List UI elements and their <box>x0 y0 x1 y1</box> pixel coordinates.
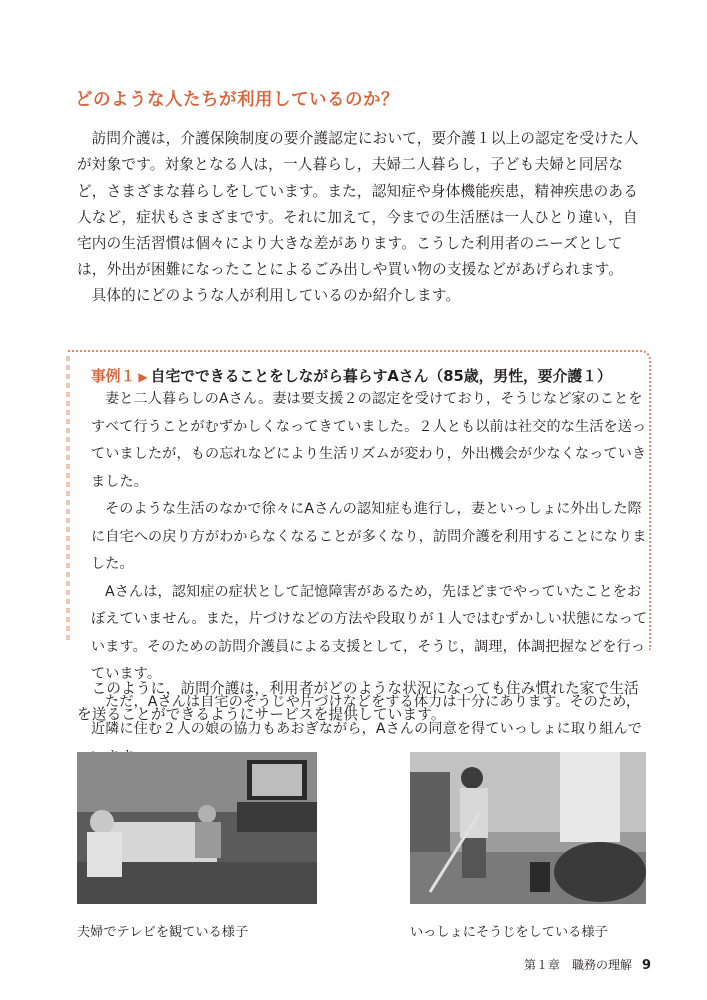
chapter-label: 第１章 職務の理解 <box>523 958 632 972</box>
page-number: 9 <box>641 958 651 973</box>
case-paragraph-4: ただ，Aさんは自宅のそうじや片づけなどをする体力は十分にあります。そのため，近隣に住む２人の娘の協力もあおぎながら，Aさんの同意を得ていっしょに取り組んで <box>91 693 643 737</box>
right-photo-caption: いっしょにそうじをしている様子 <box>410 925 608 940</box>
case-arrow-icon: ▶ <box>138 370 148 384</box>
cleaning-together-photo <box>410 752 646 904</box>
case-paragraph-1: 妻と二人暮らしのAさん。妻は要支援２の認定を受けており，そうじなど家のことをすべて行うことがむずかしくなってきていました。２人とも以前は社交的な生活を送っていましたが，もの忘れなどにより生活リズムが変わり，外出機会が少なくなっていきました。 <box>91 391 647 490</box>
intro-paragraph-2: 具体的にどのような人が利用しているのか紹介します。 <box>91 287 461 304</box>
case-paragraph-3: Aさんは，認知症の症状として記憶障害があるため，先ほどまでやっていたことをおぼえていません。また，片づけなどの方法や段取りが１人ではむずかしい状態になっています。そのための訪問介護員による支援として，そうじ，調理，体調把握などを行っています。 <box>91 583 648 682</box>
case-study-title-text: 自宅でできることをしながら暮らすAさん（85歳，男性，要介護１） <box>150 368 612 385</box>
page-footer <box>524 956 651 973</box>
case-paragraph-2: そのような生活のなかで徐々にAさんの認知症も進行し，妻といっしょに外出した際に自宅への戻り方がわからなくなることが多くなり，訪問介護を利用することになりました。 <box>91 501 647 572</box>
left-photo-caption: 夫婦でテレビを観ている様子 <box>77 925 249 940</box>
conclusion-paragraph: このように，訪問介護は，利用者がどのような状況になっても住み慣れた家で生活を送ることができるようにサービスを提供しています。 <box>77 680 639 724</box>
case-study-title <box>91 365 651 386</box>
intro-paragraph-1: 訪問介護は，介護保険制度の要介護認定において，要介護１以上の認定を受けた人が対象です。対象となる人は，一人暮らし，夫婦二人暮らし，子ども夫婦と同居など，さまざまな暮らしをしています。また，認知症や身体機能疾患，精神疾患のある人など，症状もさまざまです。それに加えて，今までの生活歴は一人ひとり違い，自宅内の生活習慣は個々により大きな差があります。こうした利用者のニーズとしては，外出が困難になったことによるごみ出しや買い物の支援などがあげられます。 <box>77 130 639 279</box>
case-study-side-bar <box>66 356 70 641</box>
case-study-tag: 事例１ <box>91 368 136 385</box>
couple-watching-tv-photo <box>77 752 317 904</box>
section-heading: どのような人たちが利用しているのか？ <box>75 90 399 110</box>
